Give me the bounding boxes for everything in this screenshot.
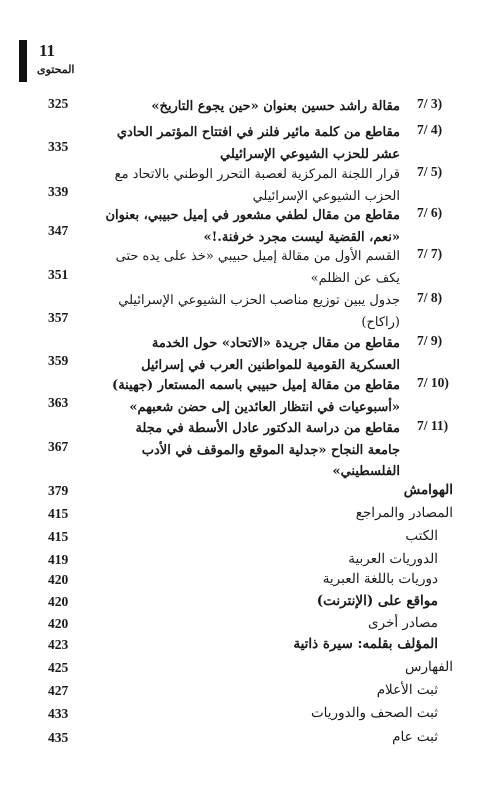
appendix-page: 419	[48, 552, 69, 567]
appendix-page: 420	[48, 594, 69, 609]
appendix-title: ثبت الصحف والدوريات	[310, 705, 438, 721]
appendix-page: 415	[48, 529, 69, 544]
entry-page: 335	[48, 139, 69, 154]
appendix-page: 379	[48, 483, 69, 498]
entry-title: مقاطع من مقال لطفي مشعور في إميل حبيبي، بعنوان «نعم، القضية ليست مجرد خرفنة.!»	[105, 208, 400, 245]
appendix-page: 423	[48, 637, 69, 652]
appendix-page: 415	[48, 506, 69, 521]
appendix-title: الكتب	[405, 528, 438, 544]
entry-code: 7/ 4)	[417, 122, 443, 137]
entry-page: 325	[48, 96, 69, 111]
page-number: 11	[39, 41, 56, 60]
entry-title: جدول يبين توزيع مناصب الحزب الشيوعي الإسرائيلي (راكاح)	[118, 293, 400, 330]
entry-title: مقاطع من كلمة مائير فلنر في افتتاح المؤتمر الحادي عشر للحزب الشيوعي الإسرائيلي	[116, 125, 400, 162]
appendix-title: الهوامش	[403, 482, 453, 498]
entry-code: 7/ 10)	[417, 375, 449, 390]
entry-code: 7/ 3)	[417, 96, 443, 111]
appendix-title: ثبت عام	[392, 729, 438, 745]
entry-title: مقاطع من دراسة الدكتور عادل الأسطة في مجلة جامعة النجاح «جدلية الموقع والموقف في الأدب الفلسطيني»	[135, 421, 400, 479]
entry-page: 347	[48, 223, 69, 238]
appendix-title: مصادر أخرى	[368, 615, 438, 631]
appendix-page: 420	[48, 616, 69, 631]
entry-code: 7/ 5)	[417, 164, 443, 179]
entry-code: 7/ 7)	[417, 246, 443, 261]
appendix-title: الفهارس	[404, 659, 453, 675]
appendix-title: الدوريات العربية	[348, 551, 438, 567]
appendix-title: المؤلف بقلمه: سيرة ذاتية	[293, 636, 438, 652]
entry-page: 351	[48, 267, 69, 282]
appendix-title: ثبت الأعلام	[376, 682, 438, 698]
appendix-page: 435	[48, 730, 69, 745]
entry-title: القسم الأول من مقالة إميل حبيبي «خذ على يده حتى يكف عن الظلم»	[115, 249, 400, 286]
entry-title: قرار اللجنة المركزية لعصبة التحرر الوطني بالاتحاد مع الحزب الشيوعي الإسرائيلي	[114, 167, 400, 204]
appendix-title: مواقع على (الإنترنت)	[316, 593, 438, 609]
running-header: المحتوى	[37, 63, 75, 76]
entry-title: مقاطع من مقالة إميل حبيبي باسمه المستعار (جهينة) «أسبوعيات في انتظار العائدين إلى حضن شعبهم»	[112, 378, 400, 415]
entry-page: 359	[48, 353, 69, 368]
appendix-title: المصادر والمراجع	[355, 505, 453, 521]
appendix-page: 433	[48, 706, 69, 721]
entry-title: مقالة راشد حسين بعنوان «حين يجوع التاريخ»	[151, 99, 400, 114]
entry-code: 7/ 6)	[417, 205, 443, 220]
appendix-page: 420	[48, 572, 69, 587]
entry-page: 339	[48, 184, 69, 199]
entry-code: 7/ 8)	[417, 290, 443, 305]
entry-page: 357	[48, 310, 69, 325]
entry-title: مقاطع من مقال جريدة «الاتحاد» حول الخدمة العسكرية القومية للمواطنين العرب في إسرائيل	[141, 336, 400, 373]
entry-page: 367	[48, 439, 69, 454]
appendix-title: دوريات باللغة العبرية	[322, 571, 438, 587]
entry-code: 7/ 9)	[417, 333, 443, 348]
entry-code: 7/ 11)	[417, 418, 449, 433]
appendix-page: 425	[48, 660, 69, 675]
appendix-page: 427	[48, 683, 69, 698]
entry-page: 363	[48, 395, 69, 410]
